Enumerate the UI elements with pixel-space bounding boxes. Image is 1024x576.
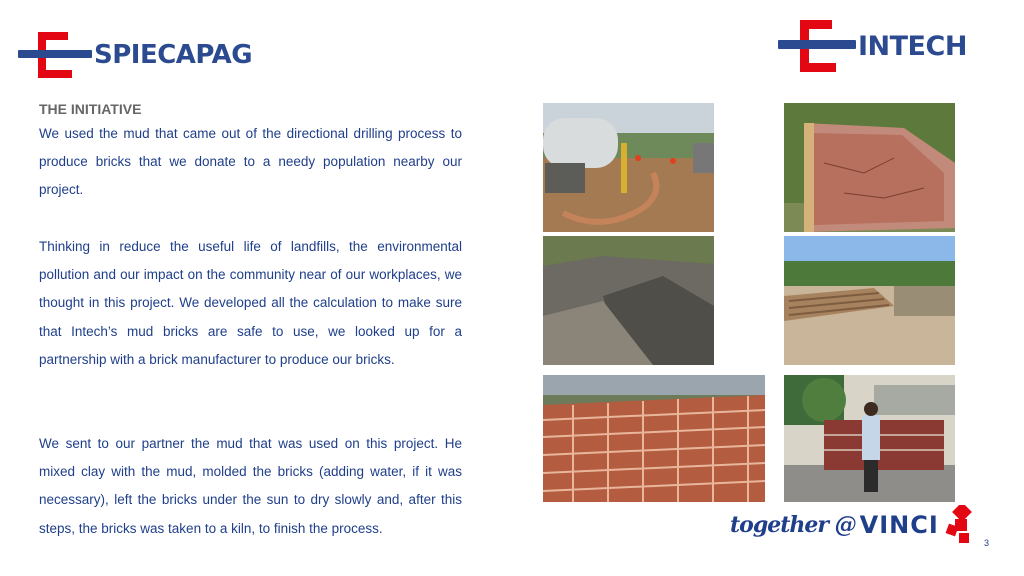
together-tagline: together @ — [730, 512, 856, 538]
intech-wordmark: INTECH — [858, 30, 967, 62]
section-heading: THE INITIATIVE — [39, 101, 142, 117]
photo-mud-container — [784, 103, 955, 232]
together-vinci-footer — [730, 505, 979, 545]
paragraph-intro: We used the mud that came out of the directional drilling process to produce bricks that we donate to a needy population nearby our project. — [39, 126, 462, 198]
spiecapag-wordmark: SPIECAPAG — [94, 40, 253, 70]
intech-e-mark-icon — [778, 18, 856, 74]
photo-drilling-site — [543, 103, 714, 232]
page-number: 3 — [984, 538, 990, 548]
photo-brick-stack — [543, 375, 765, 502]
photo-mud-pile — [543, 236, 714, 365]
vinci-cross-icon — [945, 505, 979, 545]
intech-logo — [778, 18, 967, 74]
spiecapag-logo — [18, 30, 252, 80]
paragraph-motivation: Thinking in reduce the useful life of landfills, the environmental pollution and our impact on the community near of our workplaces, we thought in this project. We developed all the calculation to make sure that Intech’s mud bricks are safe to use, we looked up for a partnership with a brick manufacturer to produce our bricks. — [39, 239, 462, 367]
photo-donation-recipient — [784, 375, 955, 502]
photo-bricks-drying — [784, 236, 955, 365]
vinci-wordmark: VINCI — [859, 511, 939, 539]
paragraph-process: We sent to our partner the mud that was used on this project. He mixed clay with the mud, molded the bricks (adding water, if it was necessary), left the bricks under the sun to dry slowly and, after this steps, the bricks was taken to a kiln, to finish the process. — [39, 436, 462, 536]
spiecapag-e-mark-icon — [18, 30, 92, 80]
